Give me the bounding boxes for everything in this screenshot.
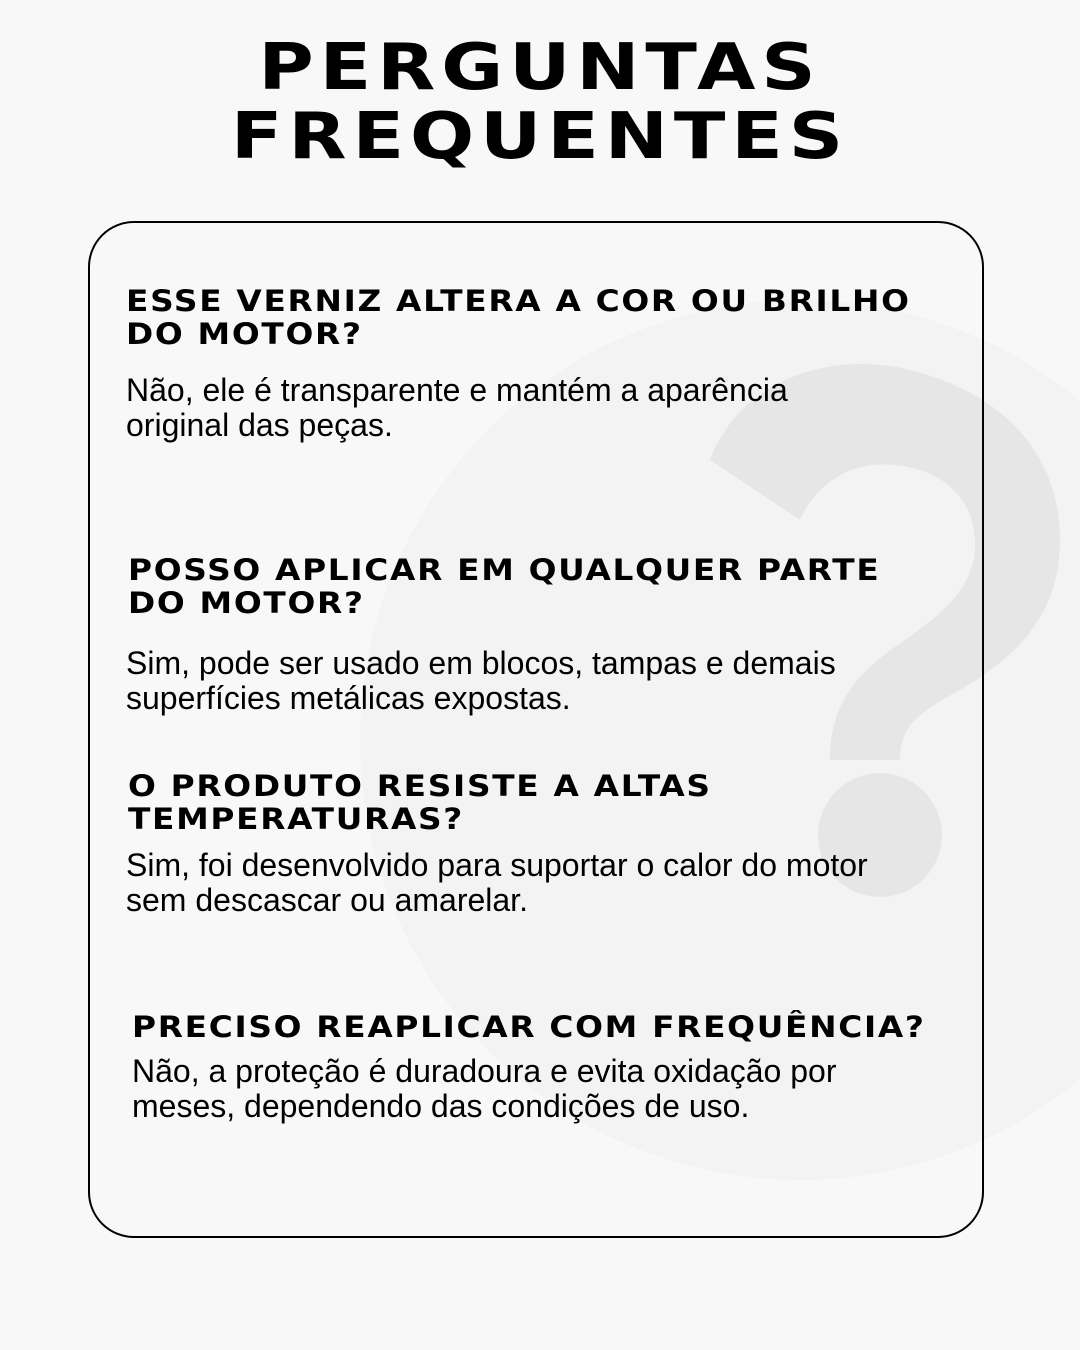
page-title-line-1: PERGUNTAS: [258, 31, 822, 105]
faq-question-4-line-1: PRECISO REAPLICAR COM FREQUÊNCIA?: [132, 1010, 926, 1044]
faq-item-2: [128, 554, 968, 716]
faq-question-2-line-2: DO MOTOR?: [128, 586, 365, 620]
faq-answer-3-line-2: sem descascar ou amarelar.: [126, 882, 528, 918]
faq-question-2: [128, 554, 1077, 620]
faq-answer-1-line-2: original das peças.: [126, 407, 393, 443]
faq-question-1-line-2: DO MOTOR?: [126, 317, 363, 351]
faq-question-3-line-1: O PRODUTO RESISTE A ALTAS: [128, 769, 712, 803]
faq-answer-3-line-1: Sim, foi desenvolvido para suportar o calor do motor: [126, 847, 868, 883]
faq-item-3: [128, 770, 968, 918]
faq-card: [88, 221, 984, 1238]
faq-question-3-line-2: TEMPERATURAS?: [128, 802, 465, 836]
faq-question-4: [132, 1011, 1080, 1044]
faq-answer-2: [126, 646, 968, 716]
faq-answer-2-line-1: Sim, pode ser usado em blocos, tampas e demais: [126, 645, 836, 681]
faq-question-2-line-1: POSSO APLICAR EM QUALQUER PARTE: [128, 553, 881, 587]
faq-answer-4: [132, 1054, 972, 1124]
faq-answer-1-line-1: Não, ele é transparente e mantém a aparência: [126, 372, 788, 408]
faq-question-1-line-1: ESSE VERNIZ ALTERA A COR OU BRILHO: [126, 284, 911, 318]
page-title: [0, 31, 1080, 174]
faq-question-1: [126, 285, 1075, 351]
page-title-line-2: FREQUENTES: [230, 100, 850, 174]
faq-answer-2-line-2: superfícies metálicas expostas.: [126, 680, 571, 716]
faq-answer-4-line-2: meses, dependendo das condições de uso.: [132, 1088, 750, 1124]
faq-answer-3: [126, 848, 968, 918]
faq-item-1: [126, 285, 966, 443]
faq-question-3: [128, 770, 1077, 836]
faq-answer-4-line-1: Não, a proteção é duradoura e evita oxidação por: [132, 1053, 837, 1089]
faq-item-4: [132, 1011, 972, 1124]
faq-answer-1: [126, 373, 966, 443]
